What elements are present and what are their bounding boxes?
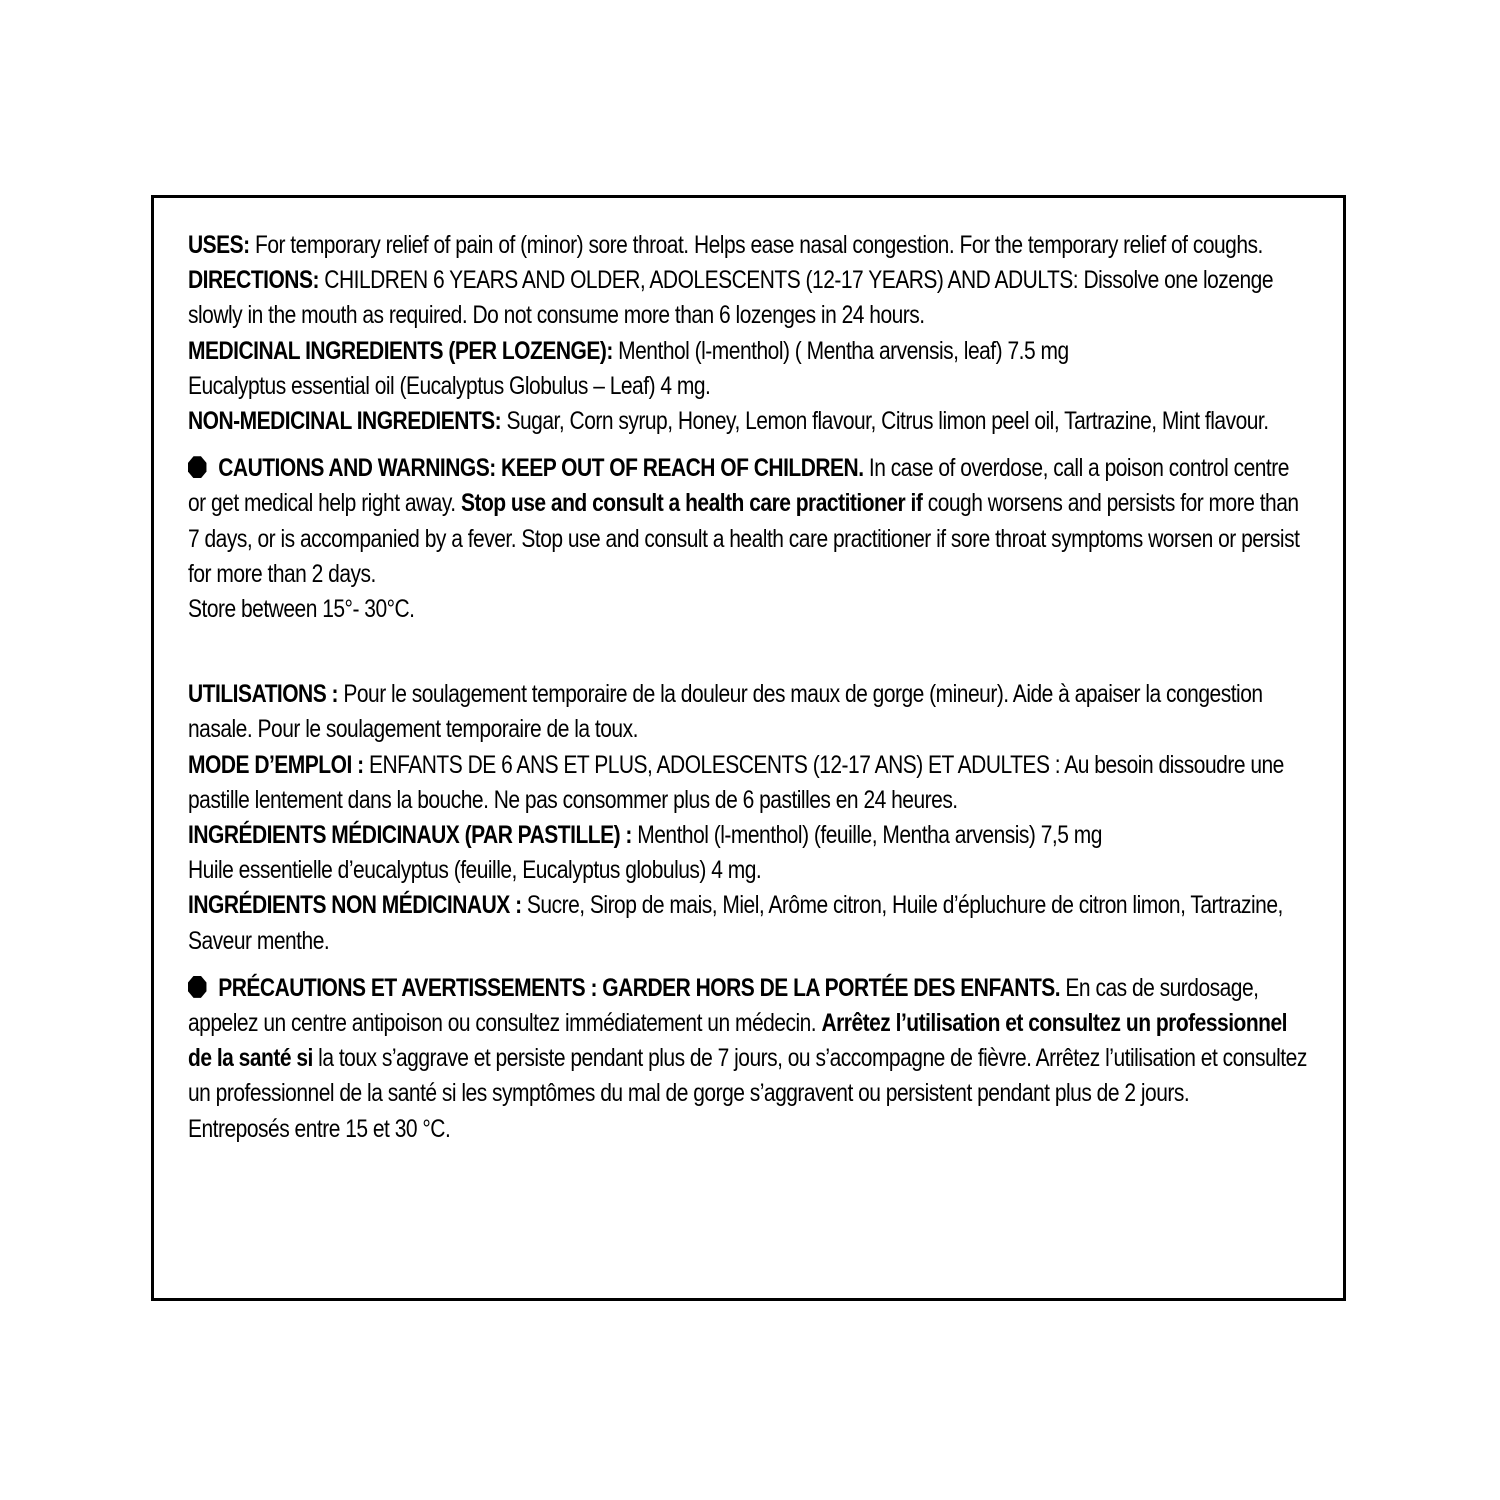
directions-heading-fr: MODE D’EMPLOI : (188, 750, 364, 779)
medicinal-paragraph-fr (188, 818, 1307, 853)
non-medicinal-heading-en: NON-MEDICINAL INGREDIENTS: (188, 407, 502, 436)
cautions-heading-en: CAUTIONS AND WARNINGS: KEEP OUT OF REACH OF CHILDREN. (218, 454, 864, 483)
cautions-text2-fr: la toux s’aggrave et persiste pendant plus de 7 jours, ou s’accompagne de fièvre. Arrêtez l’utilisation et consultez un professionnel de la santé si les symptômes du mal de gorge s’aggravent ou persistent pendant plus de 2 jours. (188, 1044, 1307, 1108)
stop-sign-icon (188, 456, 206, 478)
non-medicinal-heading-fr: INGRÉDIENTS NON MÉDICINAUX : (188, 891, 522, 920)
cautions-bold2-en: Stop use and consult a health care practitioner if (460, 489, 923, 518)
medicinal-paragraph-en (188, 334, 1307, 369)
directions-text-en: CHILDREN 6 YEARS AND OLDER, ADOLESCENTS (12-17 YEARS) AND ADULTS: Dissolve one lozenge slowly in the mouth as required. Do not consume more than 6 lozenges in 24 hours. (188, 266, 1274, 330)
medicinal-text-fr: Menthol (l-menthol) (feuille, Mentha arvensis) 7,5 mg (631, 821, 1102, 850)
storage-en: Store between 15°- 30°C. (188, 595, 415, 624)
medicinal-line2-fr: Huile essentielle d’eucalyptus (feuille, Eucalyptus globulus) 4 mg. (188, 856, 762, 885)
non-medicinal-paragraph-fr (188, 888, 1307, 958)
medicinal-heading-fr: INGRÉDIENTS MÉDICINAUX (PAR PASTILLE) : (188, 821, 632, 850)
uses-heading-fr: UTILISATIONS : (188, 680, 339, 709)
label-text-block (188, 228, 1307, 1147)
uses-text-en: For temporary relief of pain of (minor) sore throat. Helps ease nasal congestion. For the temporary relief of coughs. (249, 231, 1263, 259)
cautions-text1-en: In case of overdose, call a poison control centre or get medical help right away. (188, 454, 1289, 518)
directions-heading-en: DIRECTIONS: (188, 266, 319, 295)
cautions-paragraph-fr (188, 971, 1307, 1112)
non-medicinal-text-fr: Sucre, Sirop de mais, Miel, Arôme citron, Huile d’épluchure de citron limon, Tartrazine, Saveur menthe. (188, 891, 1283, 955)
stop-sign-icon (188, 976, 206, 998)
non-medicinal-text-en: Sugar, Corn syrup, Honey, Lemon flavour, Citrus limon peel oil, Tartrazine, Mint flavour. (501, 407, 1269, 436)
cautions-heading-fr: PRÉCAUTIONS ET AVERTISSEMENTS : GARDER HORS DE LA PORTÉE DES ENFANTS. (218, 973, 1061, 1002)
cautions-text1-fr: En cas de surdosage, appelez un centre antipoison ou consultez immédiatement un médecin. (188, 973, 1259, 1038)
cautions-bold2-fr: Arrêtez l’utilisation et consultez un professionnel de la santé si (188, 1009, 1287, 1073)
directions-paragraph-en (188, 263, 1307, 333)
uses-paragraph-fr (188, 677, 1307, 747)
product-label-panel (151, 195, 1346, 1301)
non-medicinal-paragraph-en (188, 404, 1307, 439)
medicinal-line2-en: Eucalyptus essential oil (Eucalyptus Globulus – Leaf) 4 mg. (188, 371, 711, 400)
cautions-paragraph-en (188, 451, 1307, 592)
medicinal-text-en: Menthol (l-menthol) ( Mentha arvensis, leaf) 7.5 mg (612, 336, 1069, 365)
directions-paragraph-fr (188, 748, 1307, 818)
directions-text-fr: ENFANTS DE 6 ANS ET PLUS, ADOLESCENTS (12-17 ANS) ET ADULTES : Au besoin dissoudre une pastille lentement dans la bouche. Ne pas consommer plus de 6 pastilles en 24 heures. (188, 750, 1284, 814)
uses-heading-en: USES: (188, 231, 250, 259)
storage-fr: Entreposés entre 15 et 30 °C. (188, 1114, 451, 1143)
medicinal-heading-en: MEDICINAL INGREDIENTS (PER LOZENGE): (188, 336, 613, 365)
uses-paragraph-en (188, 228, 1307, 263)
cautions-text2-en: cough worsens and persists for more than 7 days, or is accompanied by a fever. Stop use and consult a health care practitioner if sore throat symptoms worsen or persist for more than 2 days. (188, 489, 1300, 588)
uses-text-fr: Pour le soulagement temporaire de la douleur des maux de gorge (mineur). Aide à apaiser la congestion nasale. Pour le soulagement temporaire de la toux. (188, 680, 1263, 744)
